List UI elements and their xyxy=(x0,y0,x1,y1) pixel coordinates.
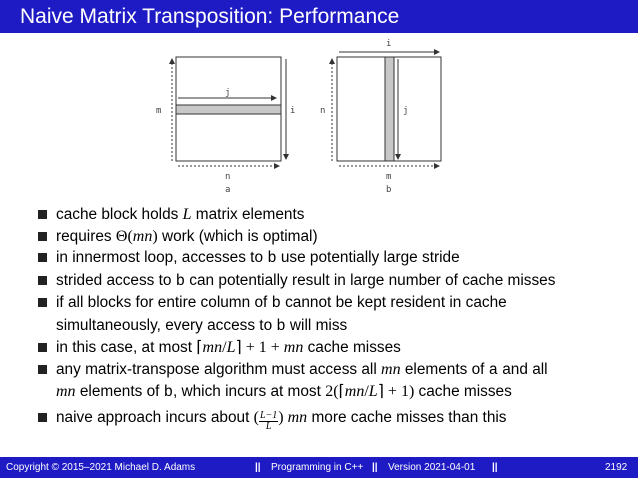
footer-separator: || xyxy=(255,462,261,473)
footer-separator: || xyxy=(372,462,378,473)
bullet-square-icon xyxy=(38,232,47,241)
bullet-square-icon xyxy=(38,343,47,352)
bullet-square-icon xyxy=(38,365,47,374)
bullet-item: if all blocks for entire column of b cannot be kept resident in cache simultaneously, every access to b will miss xyxy=(38,292,628,337)
bullet-square-icon xyxy=(38,276,47,285)
footer-page-number: 2192 xyxy=(605,462,628,473)
title-bar xyxy=(0,0,638,33)
fraction: $\frac{L-1}{L}$ xyxy=(259,409,278,432)
matrix-a-i-label: i xyxy=(290,106,296,116)
bullet-item: any matrix-transpose algorithm must access all mn elements of a and all mn elements of b, which incurs at most 2(⌈mn/L⌉ + 1) cache misses xyxy=(38,359,628,404)
bullet-item: strided access to b can potentially result in large number of cache misses xyxy=(38,270,628,293)
bullet-square-icon xyxy=(38,210,47,219)
footer-version: Version 2021-04-01 xyxy=(388,462,476,473)
matrix-a-rows-label: m xyxy=(156,106,162,116)
footer-copyright: Copyright © 2015–2021 Michael D. Adams xyxy=(6,462,196,473)
matrix-a xyxy=(156,57,295,195)
matrix-a-row-highlight xyxy=(176,105,281,114)
bullet-square-icon xyxy=(38,413,47,422)
matrix-b-caption: b xyxy=(386,185,392,195)
slide-title: Naive Matrix Transposition: Performance xyxy=(20,5,400,28)
bullet-square-icon xyxy=(38,298,47,307)
bullet-item: in this case, at most ⌈mn/L⌉ + 1 + mn cache misses xyxy=(38,337,628,359)
bullet-item: cache block holds L matrix elements xyxy=(38,204,628,226)
matrix-b-i-label: i xyxy=(386,39,392,49)
matrix-a-j-label: j xyxy=(225,88,231,98)
bullet-item: naive approach incurs about ( $\frac{L-1}{L}$ ) mn more cache misses than this xyxy=(38,407,628,432)
footer-bar xyxy=(0,457,638,478)
matrix-b-col-highlight xyxy=(385,57,394,161)
bullet-item: requires Θ(mn) work (which is optimal) xyxy=(38,226,628,248)
matrix-b-rows-label: n xyxy=(320,106,326,116)
matrix-a-caption: a xyxy=(225,185,231,195)
bullet-item: in innermost loop, accesses to b use potentially large stride xyxy=(38,247,628,270)
bullet-list xyxy=(38,204,628,432)
bullet-square-icon xyxy=(38,253,47,262)
matrix-b-cols-label: m xyxy=(386,172,392,182)
matrix-b xyxy=(320,39,441,195)
matrix-a-cols-label: n xyxy=(225,172,231,182)
matrix-diagram-svg xyxy=(0,33,638,203)
matrix-b-j-label: j xyxy=(403,106,409,116)
footer-course: Programming in C++ xyxy=(271,462,364,473)
footer-separator: || xyxy=(492,462,498,473)
matrix-diagram xyxy=(0,33,638,203)
